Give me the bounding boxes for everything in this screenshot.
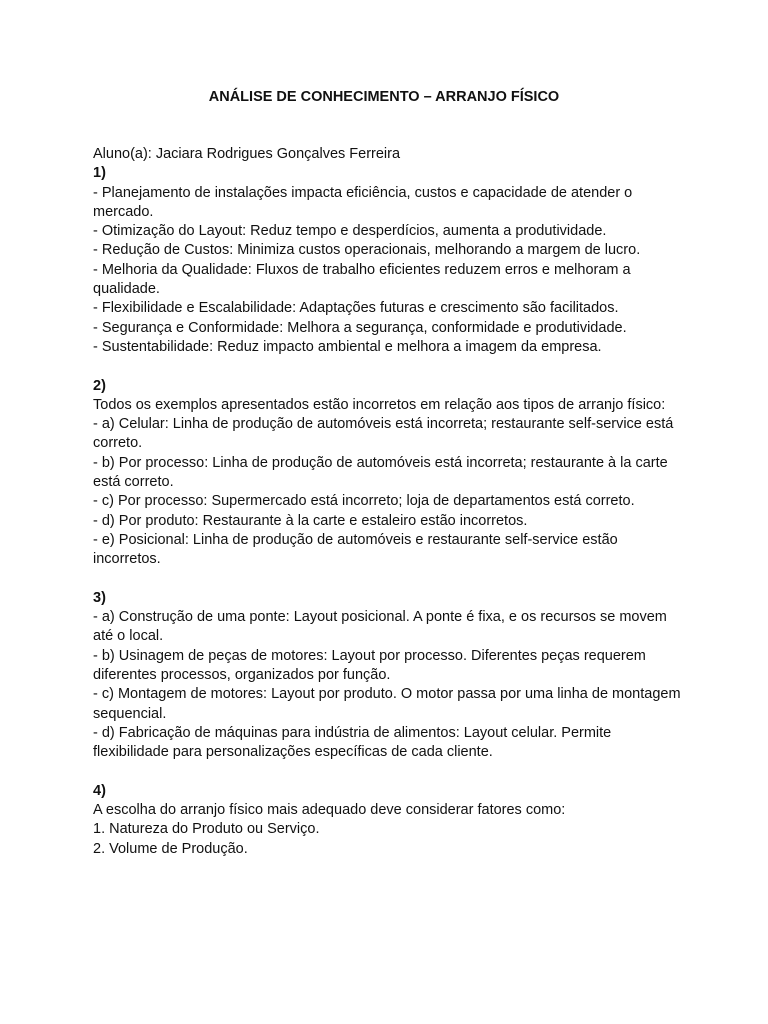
section-number: 3) xyxy=(93,589,106,606)
section-4 xyxy=(93,782,683,859)
section-line: - b) Por processo: Linha de produção de automóveis está incorreta; restaurante à la carte está correto. xyxy=(93,454,668,491)
section-line: - c) Montagem de motores: Layout por produto. O motor passa por uma linha de montagem sequencial. xyxy=(93,686,681,722)
section-line: - Redução de Custos: Minimiza custos operacionais, melhorando a margem de lucro. xyxy=(93,242,641,259)
section-line: A escolha do arranjo físico mais adequado deve considerar fatores como: xyxy=(93,802,566,819)
section-line: Todos os exemplos apresentados estão incorretos em relação aos tipos de arranjo físico: xyxy=(93,396,666,413)
section-line: - Sustentabilidade: Reduz impacto ambiental e melhora a imagem da empresa. xyxy=(93,338,602,355)
section-line: - Melhoria da Qualidade: Fluxos de trabalho eficientes reduzem erros e melhoram a qualidade. xyxy=(93,261,631,298)
student-name: Aluno(a): Jaciara Rodrigues Gonçalves Ferreira xyxy=(93,146,401,162)
section-line: - e) Posicional: Linha de produção de automóveis e restaurante self-service estão incorretos. xyxy=(93,531,618,568)
section-line: 2. Volume de Produção. xyxy=(93,840,248,857)
section-line: - d) Fabricação de máquinas para indústria de alimentos: Layout celular. Permite flexibilidade para personalizações específicas de cada cliente. xyxy=(93,724,612,761)
section-line: 1. Natureza do Produto ou Serviço. xyxy=(93,821,320,838)
section-line: - a) Construção de uma ponte: Layout posicional. A ponte é fixa, e os recursos se movem até o local. xyxy=(93,609,667,645)
section-number: 4) xyxy=(93,782,106,799)
document-body xyxy=(93,145,683,878)
section-line: - Planejamento de instalações impacta eficiência, custos e capacidade de atender o mercado. xyxy=(93,184,633,220)
section-line: - d) Por produto: Restaurante à la carte e estaleiro estão incorretos. xyxy=(93,512,528,529)
section-1 xyxy=(93,164,683,357)
document-title: ANÁLISE DE CONHECIMENTO – ARRANJO FÍSICO xyxy=(208,89,560,105)
section-line: - Otimização do Layout: Reduz tempo e desperdícios, aumenta a produtividade. xyxy=(93,223,607,240)
section-number: 1) xyxy=(93,165,106,182)
section-line: - b) Usinagem de peças de motores: Layout por processo. Diferentes peças requerem diferentes processos, organizados por função. xyxy=(93,647,646,684)
section-line: - Flexibilidade e Escalabilidade: Adaptações futuras e crescimento são facilitados. xyxy=(93,300,619,317)
section-line: - a) Celular: Linha de produção de automóveis está incorreta; restaurante self-service está correto. xyxy=(93,416,674,452)
section-3 xyxy=(93,589,683,763)
section-number: 2) xyxy=(93,377,106,394)
section-line: - Segurança e Conformidade: Melhora a segurança, conformidade e produtividade. xyxy=(93,319,627,336)
section-2 xyxy=(93,377,683,570)
section-line: - c) Por processo: Supermercado está incorreto; loja de departamentos está correto. xyxy=(93,493,635,510)
